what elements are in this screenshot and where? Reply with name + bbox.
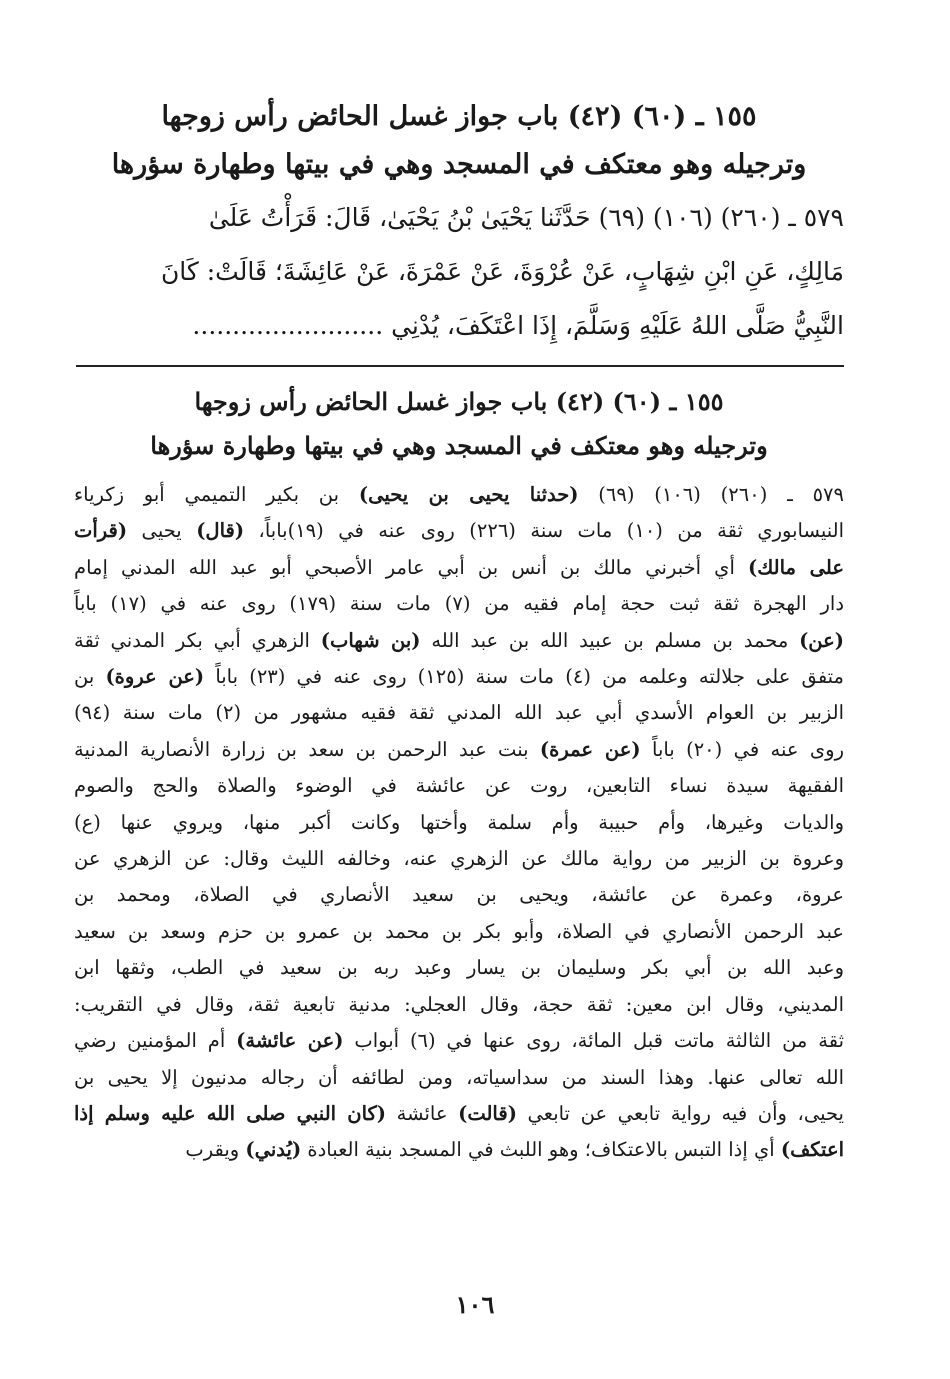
text-segment: المديني، وقال ابن معين: ثقة حجة، وقال العجلي: مدنية تابعية ثقة، وقال في التقريب: — [74, 992, 844, 1016]
commentary-line — [74, 914, 844, 950]
bold-quote-segment: (بن شهاب) — [320, 628, 421, 652]
text-segment: يحيى، وأن فيه رواية تابعي عن تابعي — [516, 1101, 844, 1125]
commentary-line — [74, 586, 844, 622]
text-segment: متفق على جلالته وعلمه من (٤) مات سنة (١٢٥) روى عنه في (٢٣) باباً — [204, 665, 845, 689]
hadith-line: ٥٧٩ ـ (٢٦٠) (١٠٦) (٦٩) حَدَّثَنا يَحْيَىٰ بْنُ يَحْيَىٰ، قَالَ: قَرَأْتُ عَلَىٰ — [208, 203, 844, 232]
commentary-line — [74, 695, 844, 731]
bold-quote-segment: اعتكف) — [780, 1138, 844, 1162]
bold-quote-segment: (قالت) — [458, 1101, 517, 1125]
bold-quote-segment: (عن عروة) — [105, 665, 205, 689]
page-number: ١٠٦ — [455, 1290, 495, 1319]
bold-quote-segment: (حدثنا يحيى بن يحيى) — [358, 483, 579, 506]
bold-quote-segment: (قال) — [196, 519, 245, 543]
heading-line: ١٥٥ ـ (٦٠) (٤٢) باب جواز غسل الحائض رأس زوجها — [194, 387, 724, 416]
commentary-line — [74, 477, 844, 513]
text-segment: أي إذا التبس بالاعتكاف؛ وهو اللبث في المسجد بنية العبادة — [301, 1138, 781, 1162]
commentary-line — [74, 623, 844, 659]
heading-line: وترجيله وهو معتكف في المسجد وهي في بيتها وطهارة سؤرها — [111, 149, 807, 180]
heading-line: وترجيله وهو معتكف في المسجد وهي في بيتها وطهارة سؤرها — [150, 431, 768, 460]
text-segment: أم المؤمنين رضي — [74, 1029, 237, 1053]
text-segment: الفقيهة سيدة نساء التابعين، روت عن عائشة في الوضوء والصلاة والحج والصوم — [74, 774, 844, 798]
text-segment: أي أخبرني مالك بن أنس بن أبي عامر الأصبحي أبو عبد الله المدني إمام — [74, 555, 748, 579]
bold-quote-segment: (عن) — [799, 628, 844, 652]
commentary-line — [74, 513, 844, 549]
text-segment: والديات وغيرها، وأم حبيبة وأم سلمة وأختها وكانت أكبر منها، ويروي عنها (ع) — [74, 810, 844, 834]
hadith-line: مَالِكٍ، عَنِ ابْنِ شِهَابٍ، عَنْ عُرْوَةَ، عَنْ عَمْرَةَ، عَنْ عَائِشَةَ؛ قَالَتْ: كَانَ — [160, 257, 844, 286]
commentary-chapter-heading — [74, 380, 844, 468]
commentary-line — [74, 732, 844, 768]
text-segment: محمد بن مسلم بن عبيد الله بن عبد الله — [420, 628, 800, 652]
text-segment: ثقة من الثالثة ماتت قبل المائة، روى عنها في (٦) أبواب — [343, 1029, 845, 1053]
text-segment: عائشة — [386, 1101, 459, 1125]
bold-quote-segment: (عن عمرة) — [539, 737, 641, 761]
section-divider — [76, 365, 844, 367]
text-segment: وعبد الله بن أبي بكر وسليمان بن يسار وعبد ربه بن سعيد في الطب، وثقها ابن — [74, 956, 844, 980]
commentary-line — [74, 1023, 844, 1059]
commentary-line — [74, 768, 844, 804]
commentary-line — [74, 877, 844, 913]
hadith-line: النَّبِيُّ صَلَّى اللهُ عَلَيْهِ وَسَلَّمَ، إِذَا اعْتَكَفَ، يُدْنِي ........................ — [192, 311, 844, 340]
bold-quote-segment: (يُدني) — [245, 1138, 302, 1162]
commentary-line — [74, 1096, 844, 1132]
text-segment: النيسابوري ثقة من (١٠) مات سنة (٢٢٦) روى عنه في (١٩)باباً، — [244, 519, 844, 543]
text-segment: روى عنه في (٢٠) باباً — [640, 737, 844, 761]
commentary-line — [74, 950, 844, 986]
text-segment: الله تعالى عنها. وهذا السند من سداسياته، ومن لطائفه أن رجاله مدنيون إلا يحيى بن — [74, 1065, 844, 1089]
commentary-line — [74, 1132, 844, 1168]
text-segment: يحيى — [127, 519, 197, 543]
commentary-line — [74, 987, 844, 1023]
commentary-line — [74, 659, 844, 695]
text-segment: بن بكير التميمي أبو زكرياء — [74, 483, 359, 506]
bold-quote-segment: على مالك) — [747, 555, 844, 579]
text-segment: عبد الرحمن الأنصاري في الصلاة، وأبو بكر بن محمد بن عمرو بن حزم وسعد بن سعيد — [74, 919, 844, 943]
commentary-line — [74, 805, 844, 841]
commentary-line — [74, 841, 844, 877]
bold-quote-segment: (كان النبي صلى الله عليه وسلم إذا — [74, 1101, 387, 1125]
commentary-line — [74, 550, 844, 586]
bold-quote-segment: (عن عائشة) — [236, 1029, 344, 1053]
text-segment: الزبير بن العوام الأسدي أبي عبد الله المدني ثقة فقيه مشهور من (٢) مات سنة (٩٤) — [74, 701, 844, 725]
text-segment: ويقرب — [185, 1138, 246, 1162]
top-chapter-heading — [74, 93, 844, 189]
text-segment: وعروة بن الزبير من رواية مالك عن الزهري عنه، وخالفه الليث وقال: عن الزهري عن — [74, 847, 844, 871]
text-segment: ٥٧٩ ـ (٢٦٠) (١٠٦) (٦٩) — [578, 483, 844, 506]
commentary-line — [74, 1060, 844, 1096]
text-segment: بنت عبد الرحمن بن سعد بن زرارة الأنصارية المدنية — [74, 737, 540, 761]
text-segment: دار الهجرة ثقة ثبت حجة إمام فقيه من (٧) مات سنة (١٧٩) روى عنه في (١٧) باباً — [74, 592, 845, 616]
hadith-text — [74, 191, 844, 353]
text-segment: عروة، وعمرة عن عائشة، ويحيى بن سعيد الأنصاري في الصلاة، ومحمد بن — [74, 883, 844, 907]
bold-quote-segment: (قرأت — [74, 519, 128, 543]
heading-line: ١٥٥ ـ (٦٠) (٤٢) باب جواز غسل الحائض رأس زوجها — [161, 101, 757, 132]
text-segment: بن — [74, 665, 106, 689]
commentary-text — [74, 477, 844, 1169]
text-segment: الزهري أبي بكر المدني ثقة — [74, 628, 321, 652]
